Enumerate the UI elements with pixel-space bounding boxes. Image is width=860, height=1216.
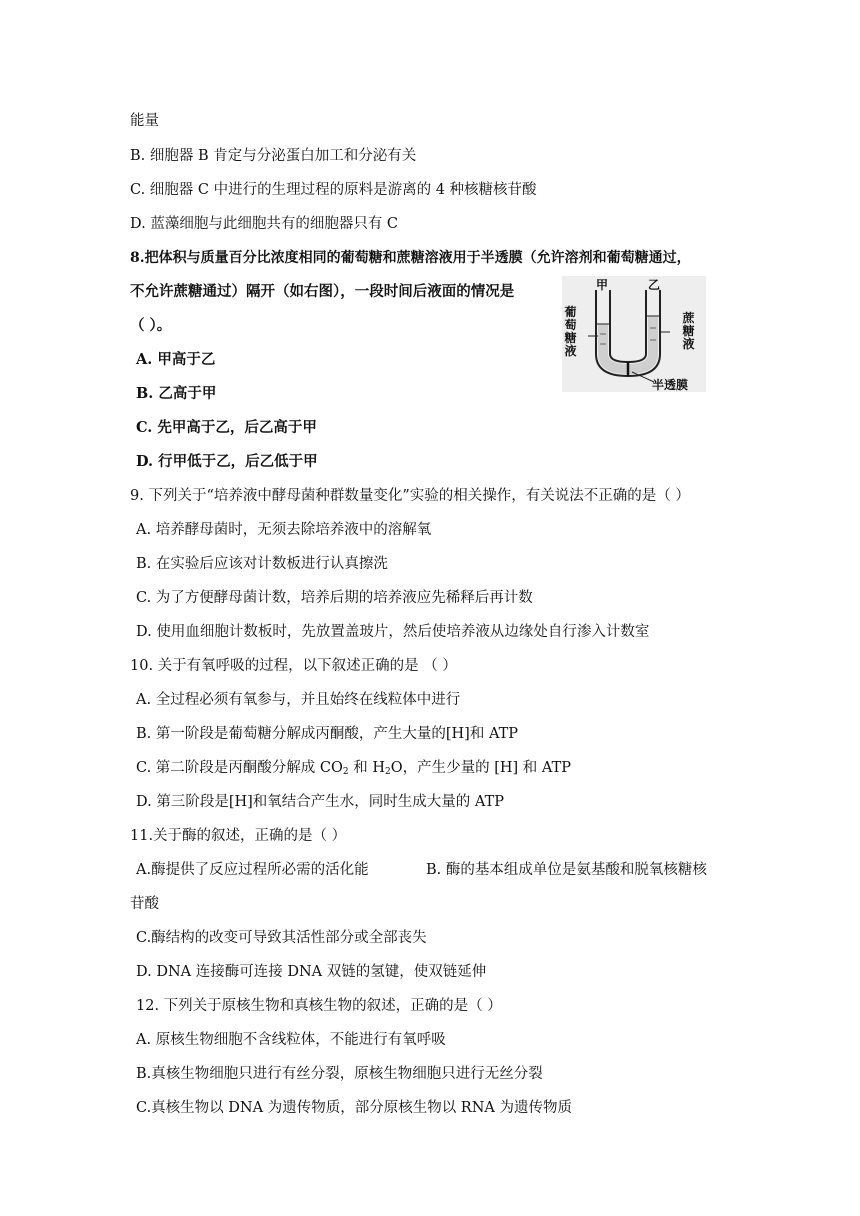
option-d: D. 蓝藻细胞与此细胞共有的细胞器只有 C bbox=[130, 216, 399, 232]
option-b: B. 第一阶段是葡萄糖分解成丙酮酸，产生大量的[H]和 ATP bbox=[136, 726, 519, 742]
subscript: 2 bbox=[385, 767, 391, 777]
question-8-stem-cont: 不允许蔗糖通过）隔开（如右图），一段时间后液面的情况是 bbox=[130, 283, 515, 300]
option-b: B. 酶的基本组成单位是氨基酸和脱氧核糖核 bbox=[426, 862, 707, 878]
option-d: D. 使用血细胞计数板时，先放置盖玻片，然后使培养液从边缘处自行渗入计数室 bbox=[136, 624, 650, 640]
option-d: D. DNA 连接酶可连接 DNA 双链的氢键，使双链延伸 bbox=[136, 964, 487, 980]
option-c bbox=[136, 759, 571, 777]
option-c-part: 和 H bbox=[348, 760, 385, 776]
label-glucose: 葡萄糖液 bbox=[564, 305, 577, 358]
option-a: A. 原核生物细胞不含线粒体，不能进行有氧呼吸 bbox=[136, 1032, 446, 1048]
question-8-bracket: （ ）。 bbox=[130, 317, 172, 334]
option-c: C. 为了方便酵母菌计数，培养后期的培养液应先稀释后再计数 bbox=[136, 590, 533, 606]
option-b: B. 细胞器 B 肯定与分泌蛋白加工和分泌有关 bbox=[130, 148, 417, 164]
label-membrane: 半透膜 bbox=[652, 378, 689, 392]
question-11-stem: 11.关于酶的叙述，正确的是（ ） bbox=[130, 828, 347, 844]
option-a: A. 培养酵母菌时，无须去除培养液中的溶解氧 bbox=[136, 522, 432, 538]
option-c: C. 细胞器 C 中进行的生理过程的原料是游离的 4 种核糖核苷酸 bbox=[130, 182, 537, 198]
option-a: A. 甲高于乙 bbox=[136, 351, 216, 368]
option-d: D. 行甲低于乙，后乙低于甲 bbox=[136, 453, 318, 470]
question-9-stem: 9. 下列关于“培养液中酵母菌种群数量变化”实验的相关操作，有关说法不正确的是（ ） bbox=[130, 488, 690, 504]
option-d: D. 第三阶段是[H]和氧结合产生水，同时生成大量的 ATP bbox=[136, 794, 504, 810]
option-c-part: O，产生少量的 [H] 和 ATP bbox=[390, 760, 572, 776]
subscript: 2 bbox=[342, 767, 349, 777]
question-10-stem: 10. 关于有氧呼吸的过程，以下叙述正确的是 （ ） bbox=[130, 658, 457, 674]
option-b: B.真核生物细胞只进行有丝分裂，原核生物细胞只进行无丝分裂 bbox=[136, 1066, 543, 1082]
option-c: C.酶结构的改变可导致其活性部分或全部丧失 bbox=[136, 930, 427, 946]
option-a: A.酶提供了反应过程所必需的活化能 bbox=[136, 862, 369, 878]
text-line: 苷酸 bbox=[130, 896, 159, 912]
option-c: C.真核生物以 DNA 为遗传物质，部分原核生物以 RNA 为遗传物质 bbox=[136, 1100, 572, 1116]
question-12-stem: 12. 下列关于原核生物和真核生物的叙述，正确的是（ ） bbox=[136, 998, 502, 1014]
option-c: C. 先甲高于乙，后乙高于甲 bbox=[136, 419, 317, 436]
text-line: 能量 bbox=[130, 113, 159, 129]
u-tube-figure bbox=[562, 276, 706, 392]
option-b: B. 在实验后应该对计数板进行认真擦洗 bbox=[136, 556, 388, 572]
option-a: A. 全过程必须有氧参与，并且始终在线粒体中进行 bbox=[136, 692, 461, 708]
option-b: B. 乙高于甲 bbox=[136, 385, 217, 402]
label-yi: 乙 bbox=[648, 278, 661, 292]
label-sucrose: 蔗糖液 bbox=[682, 311, 695, 351]
question-8-stem: 8.把体积与质量百分比浓度相同的葡萄糖和蔗糖溶液用于半透膜（允许溶剂和葡萄糖通过， bbox=[130, 250, 691, 266]
label-jia: 甲 bbox=[596, 278, 609, 292]
option-c-part: C. 第二阶段是丙酮酸分解成 CO bbox=[136, 760, 343, 776]
